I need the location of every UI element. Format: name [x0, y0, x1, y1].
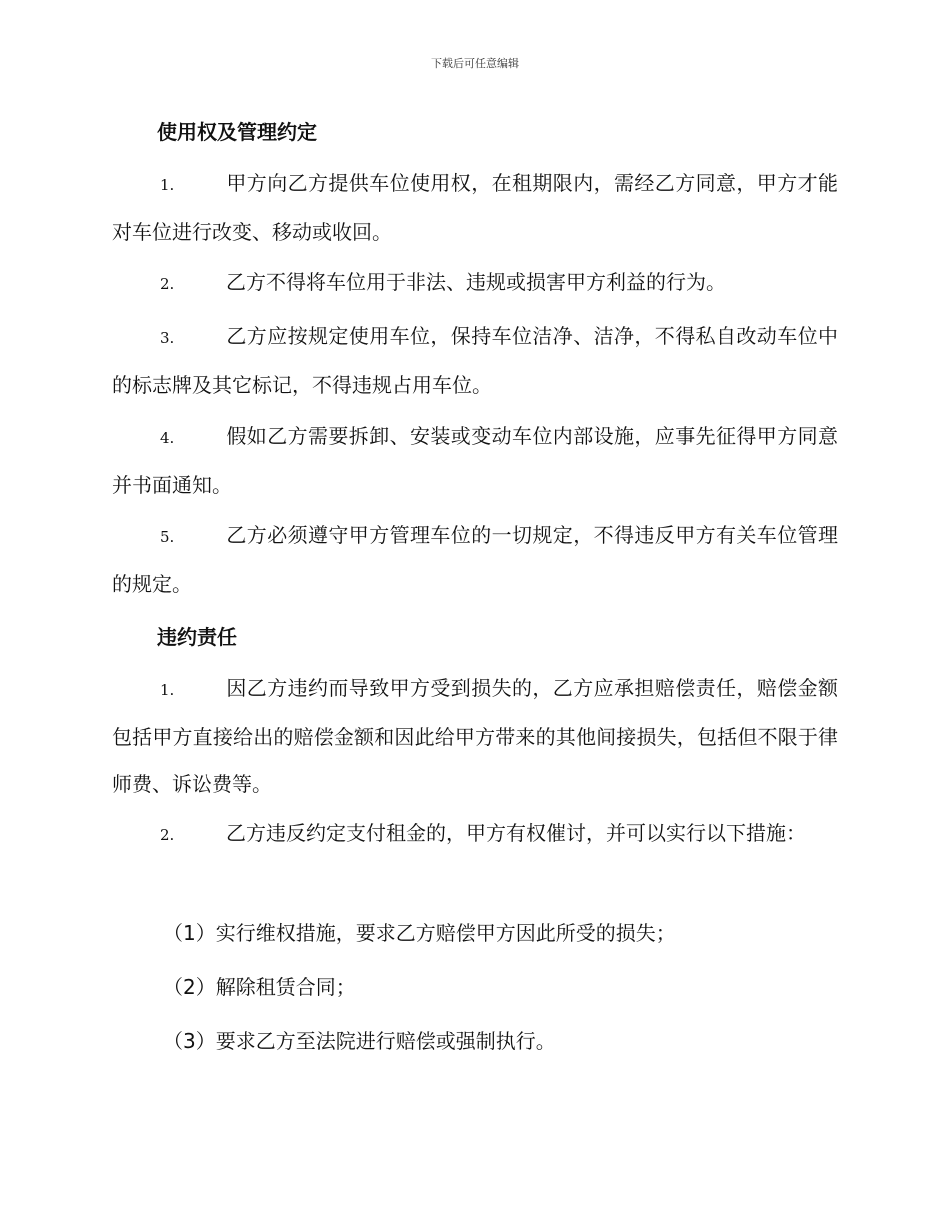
- clause-breach-2: [112, 810, 838, 859]
- clause-usage-2: [112, 259, 838, 308]
- clause-usage-4: [112, 413, 838, 509]
- section-heading-breach: 违约责任: [157, 625, 237, 649]
- clause-breach-1: [112, 665, 838, 808]
- measure-item-3: （3）要求乙方至法院进行赔偿或强制执行。: [163, 1029, 556, 1053]
- clause-number: 2.: [160, 275, 175, 293]
- clause-text: 假如乙方需要拆卸、安装或变动车位内部设施，应事先征得甲方同意并书面通知。: [112, 424, 838, 497]
- clause-usage-3: [112, 313, 838, 409]
- clause-text: 因乙方违约而导致甲方受到损失的，乙方应承担赔偿责任，赔偿金额包括甲方直接给出的赔偿金额和因此给甲方带来的其他间接损失，包括但不限于律师费、诉讼费等。: [112, 676, 838, 796]
- clause-text: 乙方必须遵守甲方管理车位的一切规定，不得违反甲方有关车位管理的规定。: [112, 523, 838, 596]
- clause-number: 1.: [160, 176, 175, 194]
- measure-item-1: （1）实行维权措施，要求乙方赔偿甲方因此所受的损失；: [163, 921, 676, 945]
- clause-text: 乙方应按规定使用车位，保持车位洁净、洁净，不得私自改动车位中的标志牌及其它标记，不得违规占用车位。: [112, 324, 838, 397]
- clause-number: 3.: [160, 329, 175, 347]
- header-note: 下载后可任意编辑: [431, 57, 519, 70]
- measure-item-2: （2）解除租赁合同；: [163, 975, 356, 999]
- clause-text: 甲方向乙方提供车位使用权，在租期限内，需经乙方同意，甲方才能对车位进行改变、移动或收回。: [112, 171, 838, 244]
- clause-usage-1: [112, 160, 838, 256]
- clause-text: 乙方违反约定支付租金的，甲方有权催讨，并可以实行以下措施：: [226, 821, 806, 845]
- clause-number: 2.: [160, 826, 175, 844]
- clause-number: 1.: [160, 681, 175, 699]
- clause-usage-5: [112, 512, 838, 608]
- section-heading-usage: 使用权及管理约定: [157, 120, 317, 144]
- clause-text: 乙方不得将车位用于非法、违规或损害甲方利益的行为。: [226, 270, 726, 294]
- clause-number: 4.: [160, 429, 175, 447]
- clause-number: 5.: [160, 528, 175, 546]
